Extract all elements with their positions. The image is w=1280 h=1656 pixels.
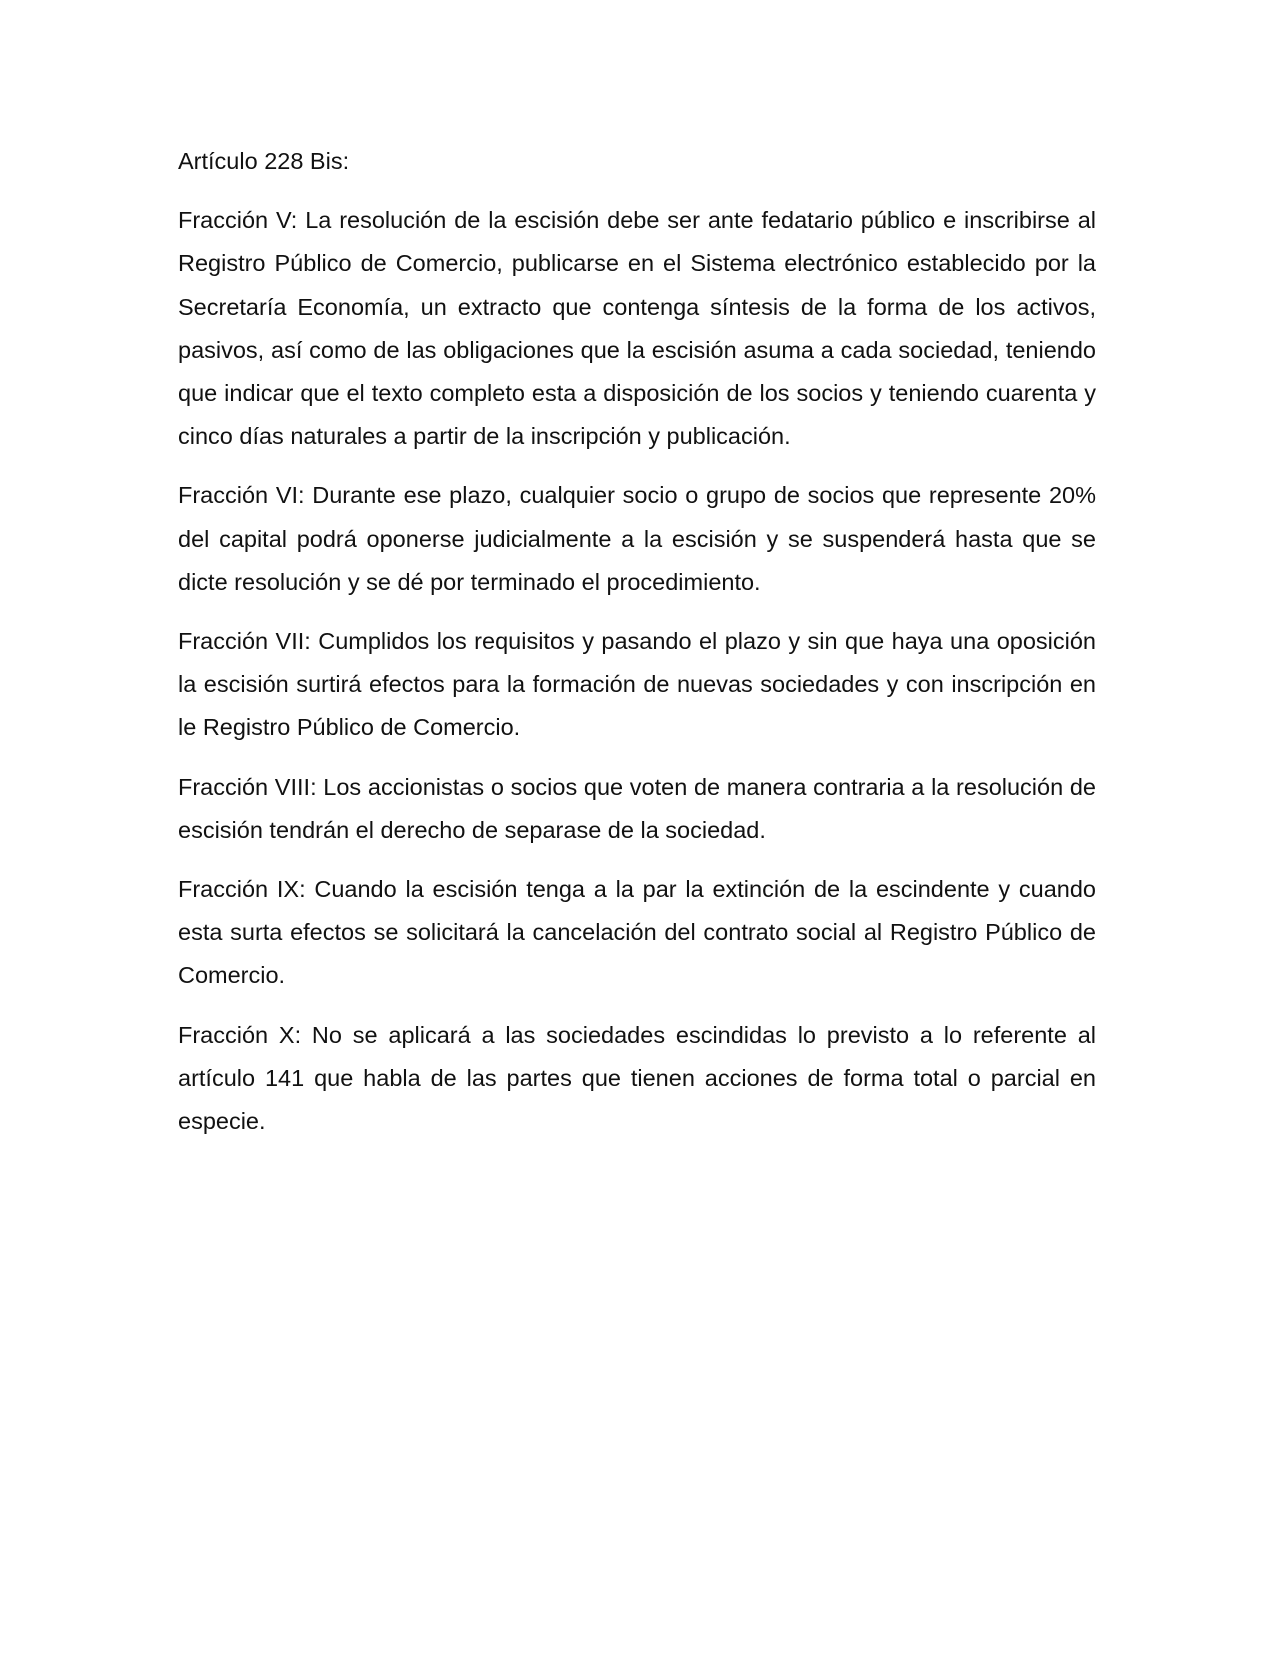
paragraph-fraccion-ix: Fracción IX: Cuando la escisión tenga a la par la extinción de la escindente y cuando esta surta efectos se solicitará la cancelación del contrato social al Registro Público de Comercio.	[178, 876, 1096, 989]
article-heading: Artículo 228 Bis:	[178, 148, 350, 174]
document-body	[178, 140, 1096, 1159]
paragraph-fraccion-viii: Fracción VIII: Los accionistas o socios que voten de manera contraria a la resolución de escisión tendrán el derecho de separase de la sociedad.	[178, 773, 1096, 843]
paragraph-fraccion-vi: Fracción VI: Durante ese plazo, cualquier socio o grupo de socios que represente 20% del capital podrá oponerse judicialmente a la escisión y se suspenderá hasta que se dicte resolución y se dé por terminado el procedimiento.	[178, 482, 1096, 595]
paragraph-fraccion-v: Fracción V: La resolución de la escisión debe ser ante fedatario público e inscribirse al Registro Público de Comercio, publicarse en el Sistema electrónico establecido por la Secretaría Economía, un extracto que contenga síntesis de la forma de los activos, pasivos, así como de las obligaciones que la escisión asuma a cada sociedad, teniendo que indicar que el texto completo esta a disposición de los socios y teniendo cuarenta y cinco días naturales a partir de la inscripción y publicación.	[178, 207, 1096, 450]
paragraph-fraccion-x: Fracción X: No se aplicará a las sociedades escindidas lo previsto a lo referente al artículo 141 que habla de las partes que tienen acciones de forma total o parcial en especie.	[178, 1021, 1096, 1135]
paragraph-fraccion-vii: Fracción VII: Cumplidos los requisitos y pasando el plazo y sin que haya una oposición la escisión surtirá efectos para la formación de nuevas sociedades y con inscripción en le Registro Público de Comercio.	[178, 628, 1096, 741]
